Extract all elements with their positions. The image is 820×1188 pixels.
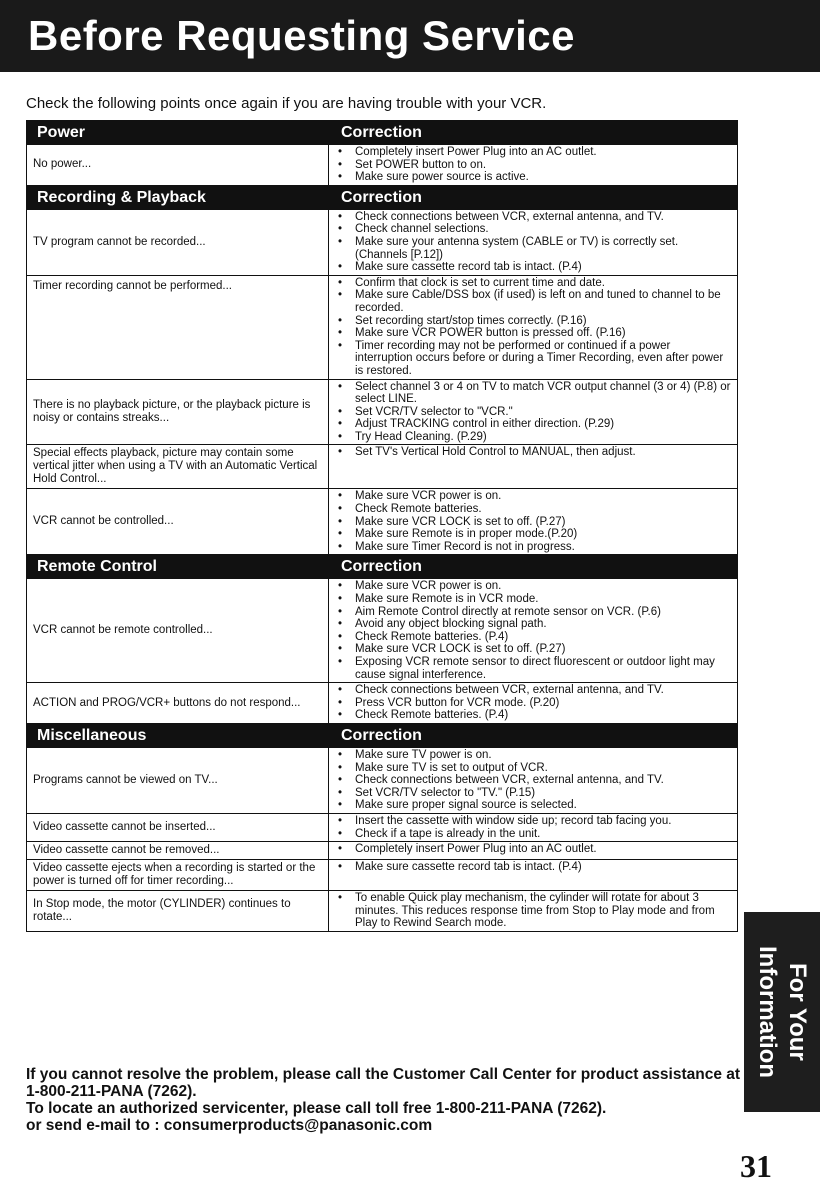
correction-list [329, 380, 737, 445]
footer-line-1: If you cannot resolve the problem, please call the Customer Call Center for product assistance at 1-800-211-PANA (7262). [26, 1066, 741, 1100]
correction-list [329, 445, 737, 488]
correction-item: • Make sure VCR power is on. [355, 580, 731, 593]
problem-cell: TV program cannot be recorded... [27, 210, 329, 275]
table-row [27, 748, 737, 814]
correction-item: • Make sure VCR power is on. [355, 490, 731, 503]
correction-item: • Make sure VCR LOCK is set to off. (P.27) [355, 516, 731, 529]
table-row [27, 210, 737, 276]
correction-item: • Select channel 3 or 4 on TV to match VCR output channel (3 or 4) (P.8) or select LINE. [355, 381, 731, 406]
correction-item: • Check if a tape is already in the unit. [355, 828, 731, 841]
correction-item: • Make sure proper signal source is selected. [355, 799, 731, 812]
problem-cell: VCR cannot be remote controlled... [27, 579, 329, 682]
correction-item: • Make sure your antenna system (CABLE or TV) is correctly set. (Channels [P.12]) [355, 236, 731, 261]
correction-item: • Make sure cassette record tab is intact. (P.4) [355, 261, 731, 274]
table-row [27, 145, 737, 186]
correction-heading: Correction [341, 558, 422, 576]
section-header [27, 186, 737, 210]
correction-item: • Press VCR button for VCR mode. (P.20) [355, 697, 731, 710]
section-header [27, 121, 737, 145]
correction-item: • Insert the cassette with window side up; record tab facing you. [355, 815, 731, 828]
correction-list [329, 489, 737, 554]
section-header [27, 555, 737, 579]
table-row [27, 842, 737, 860]
problem-cell: Video cassette ejects when a recording is started or the power is turned off for timer recording... [27, 860, 329, 890]
troubleshooting-table [26, 120, 738, 932]
side-tab [744, 912, 820, 1112]
section-title: Power [37, 124, 86, 141]
footer-line-2: To locate an authorized servicenter, please call toll free 1-800-211-PANA (7262). [26, 1100, 607, 1117]
section-title: Remote Control [37, 558, 157, 576]
correction-item: • Make sure VCR POWER button is pressed off. (P.16) [355, 327, 731, 340]
correction-item: • Make sure VCR LOCK is set to off. (P.27) [355, 643, 731, 656]
correction-item: • Exposing VCR remote sensor to direct fluorescent or outdoor light may cause signal interference. [355, 656, 731, 681]
correction-list [329, 145, 737, 185]
correction-item: • Check Remote batteries. (P.4) [355, 631, 731, 644]
problem-cell: No power... [27, 145, 329, 185]
correction-item: • Avoid any object blocking signal path. [355, 618, 731, 631]
correction-item: • Make sure TV power is on. [355, 749, 731, 762]
correction-item: • Make sure Timer Record is not in progress. [355, 541, 731, 554]
correction-item: • Try Head Cleaning. (P.29) [355, 431, 731, 444]
correction-item: • Make sure power source is active. [355, 171, 731, 184]
correction-item: • Set VCR/TV selector to "VCR." [355, 406, 731, 419]
correction-item: • Completely insert Power Plug into an AC outlet. [355, 146, 731, 159]
correction-item: • Check channel selections. [355, 223, 731, 236]
problem-cell: ACTION and PROG/VCR+ buttons do not respond... [27, 683, 329, 723]
problem-cell: Special effects playback, picture may contain some vertical jitter when using a TV with an Automatic Vertical Hold Control... [27, 445, 329, 488]
section-title: Recording & Playback [37, 188, 206, 206]
correction-item: • Set VCR/TV selector to "TV." (P.15) [355, 787, 731, 800]
correction-item: • Set recording start/stop times correctly. (P.16) [355, 315, 731, 328]
correction-item: • Check Remote batteries. [355, 503, 731, 516]
problem-cell: Programs cannot be viewed on TV... [27, 748, 329, 813]
correction-item: • Set TV's Vertical Hold Control to MANUAL, then adjust. [355, 446, 731, 459]
correction-item: • Make sure Remote is in proper mode.(P.20) [355, 528, 731, 541]
correction-list [329, 276, 737, 379]
table-row [27, 380, 737, 446]
correction-item: • Adjust TRACKING control in either direction. (P.29) [355, 418, 731, 431]
correction-item: • Make sure TV is set to output of VCR. [355, 762, 731, 775]
correction-list [329, 814, 737, 841]
problem-cell: Video cassette cannot be removed... [27, 842, 329, 859]
correction-list [329, 683, 737, 723]
page-title: Before Requesting Service [0, 0, 820, 72]
table-row [27, 860, 737, 891]
table-row [27, 445, 737, 489]
correction-list [329, 748, 737, 813]
correction-item: • Completely insert Power Plug into an AC outlet. [355, 843, 731, 856]
correction-item: • Aim Remote Control directly at remote sensor on VCR. (P.6) [355, 606, 731, 619]
correction-heading: Correction [341, 188, 422, 206]
correction-list [329, 860, 737, 890]
footer-contact [26, 1066, 746, 1134]
problem-cell: Timer recording cannot be performed... [27, 276, 329, 379]
problem-cell: There is no playback picture, or the playback picture is noisy or contains streaks... [27, 380, 329, 445]
problem-cell: Video cassette cannot be inserted... [27, 814, 329, 841]
section-header [27, 724, 737, 748]
table-row [27, 891, 737, 931]
correction-item: • Check connections between VCR, external antenna, and TV. [355, 684, 731, 697]
table-row [27, 489, 737, 555]
correction-item: • Check connections between VCR, external antenna, and TV. [355, 211, 731, 224]
correction-heading: Correction [341, 726, 422, 744]
correction-item: • Set POWER button to on. [355, 159, 731, 172]
correction-item: • Check connections between VCR, external antenna, and TV. [355, 774, 731, 787]
correction-item: • Make sure Remote is in VCR mode. [355, 593, 731, 606]
correction-list [329, 210, 737, 275]
correction-item: • Check Remote batteries. (P.4) [355, 709, 731, 722]
correction-item: • Confirm that clock is set to current time and date. [355, 277, 731, 290]
correction-item: • Make sure Cable/DSS box (if used) is left on and tuned to channel to be recorded. [355, 289, 731, 314]
page-number: 31 [740, 1148, 772, 1184]
table-row [27, 276, 737, 380]
correction-heading: Correction [341, 124, 422, 141]
table-row [27, 683, 737, 724]
correction-item: • Make sure cassette record tab is intact. (P.4) [355, 861, 731, 874]
correction-item: • To enable Quick play mechanism, the cylinder will rotate for about 3 minutes. This reduces response time from Stop to Play mode and from Play to Rewind Search mode. [355, 892, 731, 930]
correction-list [329, 579, 737, 682]
correction-list [329, 842, 737, 859]
correction-list [329, 891, 737, 931]
section-title: Miscellaneous [37, 726, 147, 744]
table-row [27, 579, 737, 683]
footer-line-3: or send e-mail to : consumerproducts@panasonic.com [26, 1117, 433, 1134]
intro-text: Check the following points once again if you are having trouble with your VCR. [26, 95, 547, 112]
problem-cell: VCR cannot be controlled... [27, 489, 329, 554]
side-tab-label: For Your Information [754, 946, 811, 1078]
table-row [27, 814, 737, 842]
correction-item: • Timer recording may not be performed or continued if a power interruption occurs before or during a Timer Recording, even after power is restored. [355, 340, 731, 378]
problem-cell: In Stop mode, the motor (CYLINDER) continues to rotate... [27, 891, 329, 931]
